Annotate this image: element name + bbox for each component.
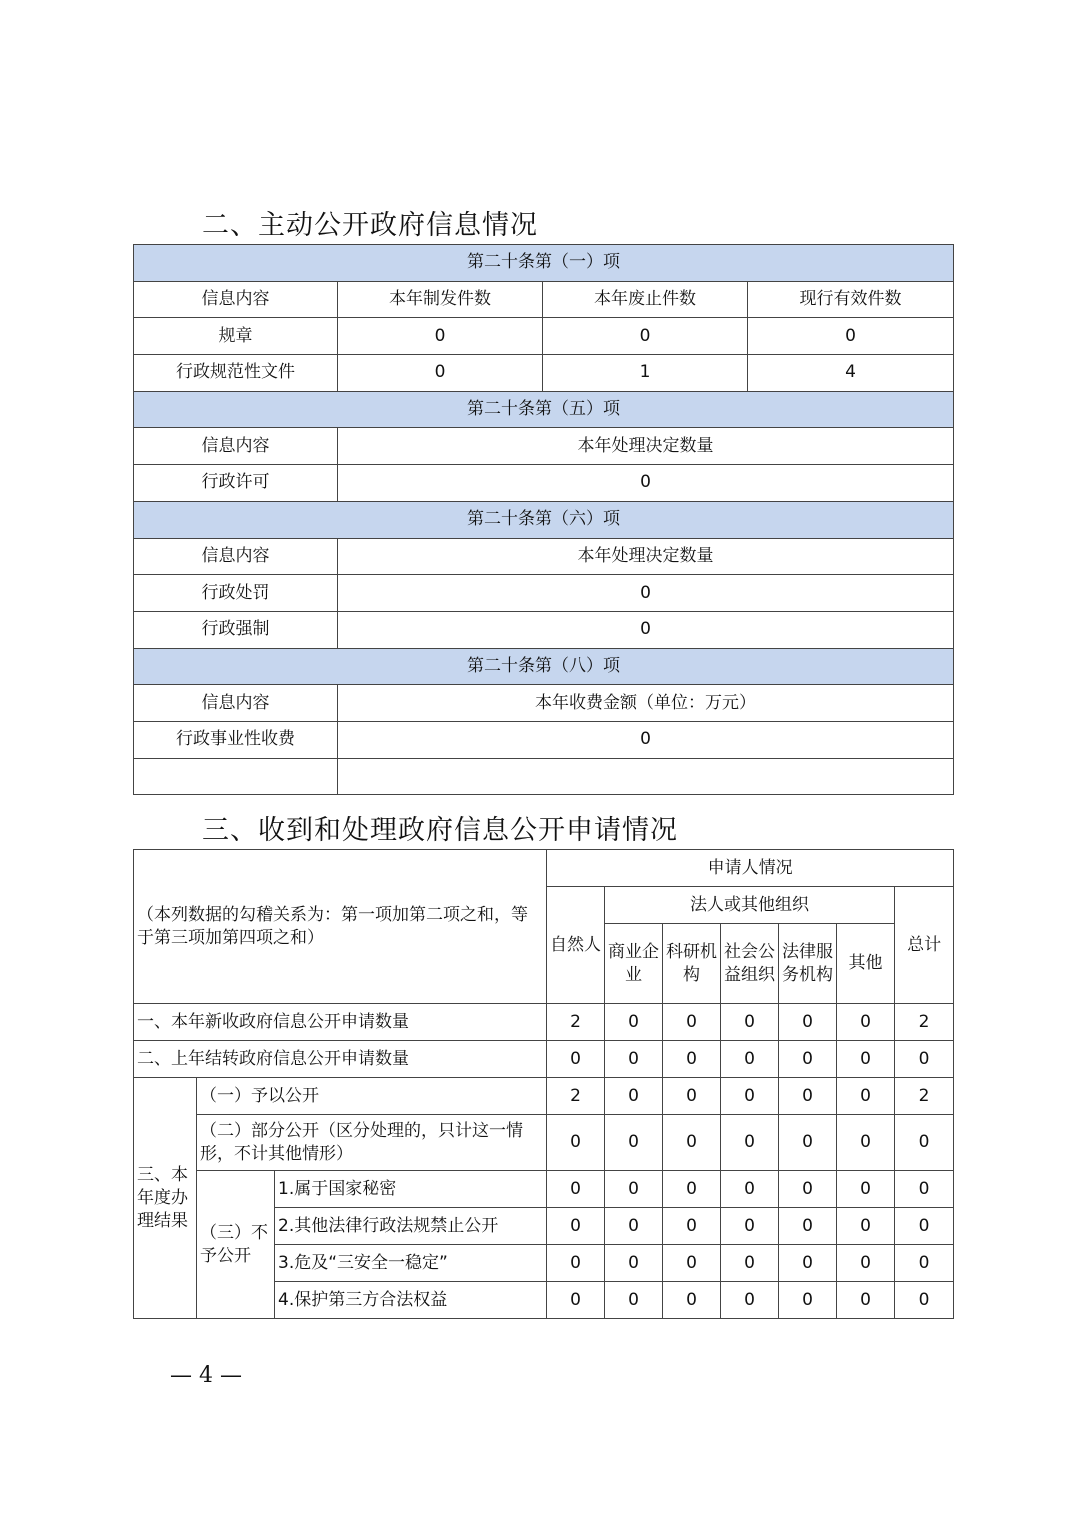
proactive-disclosure-table bbox=[133, 244, 954, 795]
row-label: 二、上年结转政府信息公开申请数量 bbox=[134, 1041, 547, 1078]
table-row bbox=[134, 1041, 954, 1078]
band-item-1: 第二十条第（一）项 bbox=[134, 245, 954, 282]
cell-value: 0 bbox=[547, 1041, 605, 1078]
cell-value: 0 bbox=[721, 1115, 779, 1171]
cell-value: 0 bbox=[895, 1208, 954, 1245]
cell-value: 0 bbox=[721, 1245, 779, 1282]
group3-label: 三、本年度办理结果 bbox=[134, 1078, 197, 1319]
cell-value: 0 bbox=[779, 1041, 837, 1078]
table-row bbox=[134, 1078, 954, 1115]
cell-value: 0 bbox=[605, 1041, 663, 1078]
cell-value: 0 bbox=[779, 1171, 837, 1208]
table-row bbox=[134, 1004, 954, 1041]
row-label: 行政强制 bbox=[134, 611, 338, 648]
header-cell: 本年收费金额（单位：万元） bbox=[338, 685, 954, 722]
table-row bbox=[134, 465, 954, 502]
empty-cell bbox=[134, 758, 338, 795]
cell-value: 0 bbox=[748, 318, 954, 355]
row-label: 行政许可 bbox=[134, 465, 338, 502]
cell-value: 0 bbox=[837, 1004, 895, 1041]
cell-value: 0 bbox=[547, 1282, 605, 1319]
row-label: 2.其他法律行政法规禁止公开 bbox=[275, 1208, 547, 1245]
cell-value: 0 bbox=[605, 1078, 663, 1115]
cell-value: 0 bbox=[779, 1115, 837, 1171]
cell-value: 0 bbox=[605, 1115, 663, 1171]
cell-value: 0 bbox=[895, 1245, 954, 1282]
cell-value: 0 bbox=[663, 1282, 721, 1319]
cell-value: 2 bbox=[895, 1078, 954, 1115]
table-row bbox=[134, 318, 954, 355]
col-business: 商业企业 bbox=[605, 924, 663, 1004]
cell-value: 0 bbox=[895, 1041, 954, 1078]
cell-value: 0 bbox=[605, 1245, 663, 1282]
table-header-row bbox=[134, 281, 954, 318]
table-row bbox=[134, 611, 954, 648]
cell-value: 0 bbox=[837, 1171, 895, 1208]
header-cell: 本年废止件数 bbox=[543, 281, 748, 318]
row-label: （二）部分公开（区分处理的，只计这一情形，不计其他情形） bbox=[197, 1115, 547, 1171]
cell-value: 0 bbox=[663, 1078, 721, 1115]
legal-entity-header: 法人或其他组织 bbox=[605, 887, 895, 924]
row-label: 规章 bbox=[134, 318, 338, 355]
row-label: 1.属于国家秘密 bbox=[275, 1171, 547, 1208]
row-label: 3.危及“三安全一稳定” bbox=[275, 1245, 547, 1282]
cell-value: 0 bbox=[779, 1282, 837, 1319]
cell-value: 0 bbox=[338, 465, 954, 502]
cell-value: 4 bbox=[748, 355, 954, 392]
cell-value: 0 bbox=[721, 1282, 779, 1319]
row-label: （一）予以公开 bbox=[197, 1078, 547, 1115]
cell-value: 0 bbox=[721, 1041, 779, 1078]
cell-value: 0 bbox=[837, 1041, 895, 1078]
cell-value: 0 bbox=[547, 1245, 605, 1282]
cell-value: 0 bbox=[837, 1115, 895, 1171]
empty-row bbox=[134, 758, 954, 795]
cell-value: 0 bbox=[721, 1171, 779, 1208]
page-number: — 4 — bbox=[170, 1363, 242, 1388]
col-natural-person: 自然人 bbox=[547, 887, 605, 1004]
table-row bbox=[134, 355, 954, 392]
cell-value: 0 bbox=[895, 1282, 954, 1319]
table-row bbox=[134, 1115, 954, 1171]
cell-value: 0 bbox=[547, 1208, 605, 1245]
sub3c-label: （三）不予公开 bbox=[197, 1171, 275, 1319]
row-label: 行政事业性收费 bbox=[134, 721, 338, 758]
col-total: 总计 bbox=[895, 887, 954, 1004]
header-cell: 本年制发件数 bbox=[338, 281, 543, 318]
note-cell: （本列数据的勾稽关系为：第一项加第二项之和，等于第三项加第四项之和） bbox=[134, 850, 547, 1004]
cell-value: 0 bbox=[837, 1245, 895, 1282]
cell-value: 0 bbox=[547, 1171, 605, 1208]
band-item-6: 第二十条第（六）项 bbox=[134, 501, 954, 538]
cell-value: 0 bbox=[663, 1208, 721, 1245]
cell-value: 2 bbox=[547, 1004, 605, 1041]
cell-value: 0 bbox=[721, 1078, 779, 1115]
application-table bbox=[133, 849, 954, 1319]
cell-value: 0 bbox=[338, 611, 954, 648]
table-header-row bbox=[134, 538, 954, 575]
table-row bbox=[134, 1171, 954, 1208]
table-header-row bbox=[134, 428, 954, 465]
table-header-row bbox=[134, 685, 954, 722]
col-legal-service: 法律服务机构 bbox=[779, 924, 837, 1004]
header-cell: 现行有效件数 bbox=[748, 281, 954, 318]
cell-value: 0 bbox=[721, 1208, 779, 1245]
cell-value: 0 bbox=[837, 1078, 895, 1115]
cell-value: 0 bbox=[721, 1004, 779, 1041]
row-label: 一、本年新收政府信息公开申请数量 bbox=[134, 1004, 547, 1041]
cell-value: 0 bbox=[779, 1208, 837, 1245]
header-cell: 信息内容 bbox=[134, 538, 338, 575]
header-cell: 信息内容 bbox=[134, 428, 338, 465]
band-item-8: 第二十条第（八）项 bbox=[134, 648, 954, 685]
section2-heading: 二、主动公开政府信息情况 bbox=[202, 210, 538, 241]
empty-cell bbox=[338, 758, 954, 795]
cell-value: 0 bbox=[663, 1245, 721, 1282]
header-cell: 信息内容 bbox=[134, 281, 338, 318]
row-label: 4.保护第三方合法权益 bbox=[275, 1282, 547, 1319]
cell-value: 0 bbox=[779, 1004, 837, 1041]
col-other: 其他 bbox=[837, 924, 895, 1004]
cell-value: 0 bbox=[895, 1171, 954, 1208]
row-label: 行政规范性文件 bbox=[134, 355, 338, 392]
cell-value: 0 bbox=[338, 318, 543, 355]
cell-value: 0 bbox=[837, 1208, 895, 1245]
cell-value: 0 bbox=[543, 318, 748, 355]
applicant-header: 申请人情况 bbox=[547, 850, 954, 887]
cell-value: 0 bbox=[338, 355, 543, 392]
section3-heading: 三、收到和处理政府信息公开申请情况 bbox=[202, 815, 678, 846]
col-research: 科研机构 bbox=[663, 924, 721, 1004]
cell-value: 0 bbox=[779, 1245, 837, 1282]
cell-value: 1 bbox=[543, 355, 748, 392]
header-cell: 本年处理决定数量 bbox=[338, 428, 954, 465]
cell-value: 0 bbox=[779, 1078, 837, 1115]
table-row bbox=[134, 721, 954, 758]
cell-value: 0 bbox=[663, 1115, 721, 1171]
header-cell: 信息内容 bbox=[134, 685, 338, 722]
cell-value: 0 bbox=[605, 1004, 663, 1041]
cell-value: 2 bbox=[547, 1078, 605, 1115]
band-item-5: 第二十条第（五）项 bbox=[134, 391, 954, 428]
cell-value: 0 bbox=[338, 575, 954, 612]
cell-value: 0 bbox=[895, 1115, 954, 1171]
cell-value: 0 bbox=[663, 1004, 721, 1041]
row-label: 行政处罚 bbox=[134, 575, 338, 612]
cell-value: 2 bbox=[895, 1004, 954, 1041]
cell-value: 0 bbox=[605, 1171, 663, 1208]
table-row bbox=[134, 575, 954, 612]
cell-value: 0 bbox=[338, 721, 954, 758]
cell-value: 0 bbox=[605, 1208, 663, 1245]
cell-value: 0 bbox=[663, 1041, 721, 1078]
cell-value: 0 bbox=[605, 1282, 663, 1319]
header-cell: 本年处理决定数量 bbox=[338, 538, 954, 575]
cell-value: 0 bbox=[547, 1115, 605, 1171]
cell-value: 0 bbox=[663, 1171, 721, 1208]
col-welfare: 社会公益组织 bbox=[721, 924, 779, 1004]
cell-value: 0 bbox=[837, 1282, 895, 1319]
